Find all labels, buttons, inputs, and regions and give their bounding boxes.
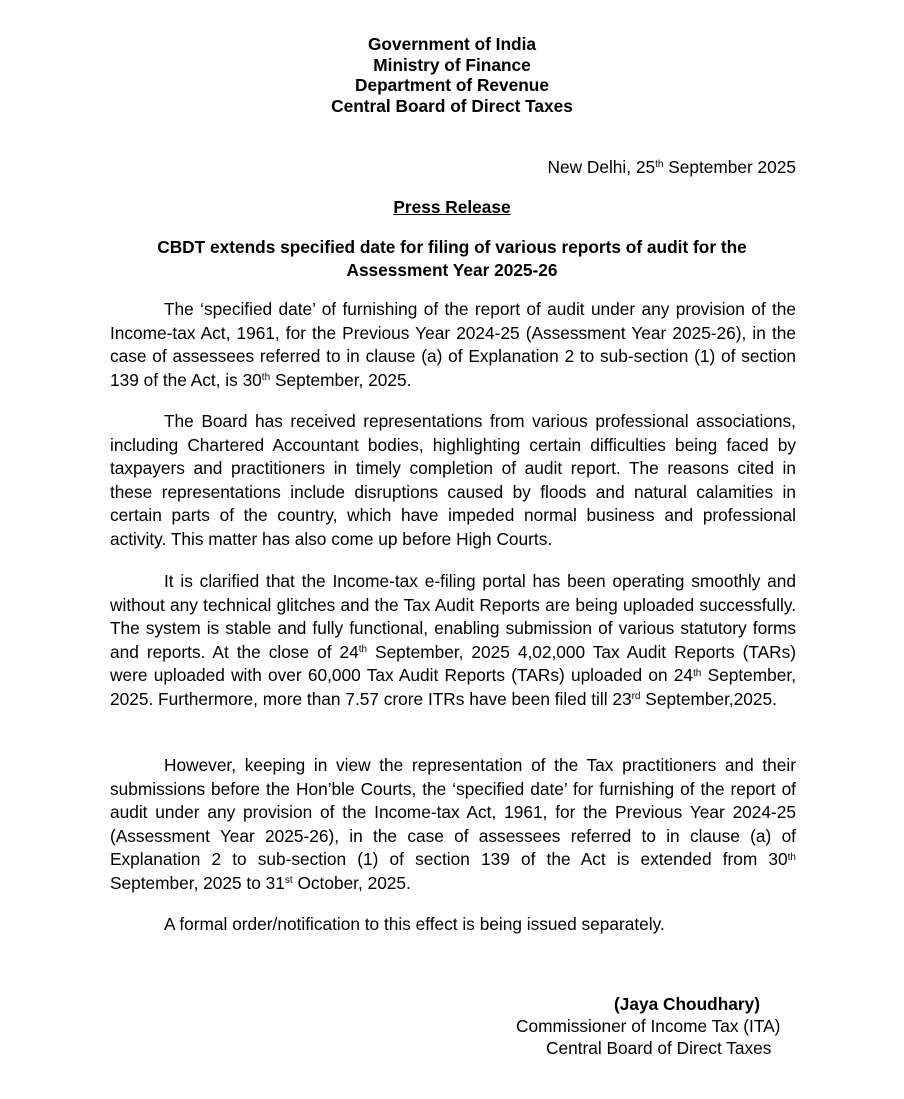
paragraph-3-part-d: September,2025.: [640, 688, 777, 709]
dateline-ordinal: th: [655, 159, 664, 171]
headline-line-1: CBDT extends specified date for filing of various reports of audit for the: [157, 237, 747, 257]
dateline-month-year: September 2025: [663, 157, 796, 177]
paragraph-3-part-a: It is clarified that the Income-tax e-filing portal has been operating smoothly and without any technical glitches and the Tax Audit Reports are being uploaded successfully. The system is stable and fully functional, enabling submission of various statutory forms and reports. At the close of 24: [110, 571, 796, 662]
paragraph-2: [110, 410, 796, 552]
signatory-office: Central Board of Direct Taxes: [546, 1038, 772, 1058]
headline-line-2: Assessment Year 2025-26: [346, 260, 558, 280]
headline: [130, 236, 774, 282]
board-line: Central Board of Direct Taxes: [331, 95, 573, 116]
dateline: [547, 157, 796, 177]
paragraph-4-part-a: However, keeping in view the representation of the Tax practitioners and their submissions before the Hon’ble Courts, the ‘specified date’ for furnishing of the report of audit under any provision of the Income-tax Act, 1961, for the Previous Year 2024-25 (Assessment Year 2025-26), in the case of assessees referred to in clause (a) of Explanation 2 to sub-section (1) of section 139 of the Act is extended from 30: [110, 755, 796, 870]
paragraph-3-part-c: September, 2025. Furthermore, more than 7.57 crore ITRs have been filed till 23: [110, 665, 797, 709]
paragraph-1-ordinal: th: [261, 372, 271, 384]
paragraph-3-ordinal-2: th: [693, 667, 702, 679]
ministry-line: Ministry of Finance: [373, 54, 531, 75]
paragraph-3-ordinal-1: th: [358, 644, 368, 656]
paragraph-4: [110, 754, 796, 896]
paragraph-4-ordinal-2: st: [284, 875, 293, 887]
paragraph-3-part-b: September, 2025 4,02,000 Tax Audit Reports (TARs) were uploaded with over 60,000 Tax Audit Reports (TARs) uploaded on 24: [110, 641, 797, 686]
government-line: Government of India: [367, 34, 537, 54]
paragraph-1: [110, 298, 796, 392]
paragraph-3: [110, 570, 796, 712]
paragraph-3-ordinal-3: rd: [631, 691, 641, 703]
press-release-title: Press Release: [393, 197, 511, 217]
paragraph-5-text: A formal order/notification to this effect is being issued separately.: [164, 914, 665, 934]
letterhead: [0, 34, 904, 116]
paragraph-1-end: September, 2025.: [270, 369, 412, 390]
paragraph-4-part-b: September, 2025 to 31: [110, 872, 285, 893]
department-line: Department of Revenue: [355, 75, 549, 95]
signature-block: [516, 993, 816, 1059]
paragraph-1-text: The ‘specified date’ of furnishing of the report of audit under any provision of the Income-tax Act, 1961, for the Previous Year 2024-25 (Assessment Year 2025-26), in the case of assessees referred to in clause (a) of Explanation 2 to sub-section (1) of section 139 of the Act, is 30: [110, 299, 796, 390]
paragraph-5: [110, 913, 796, 937]
paragraph-2-text: The Board has received representations from various professional associations, including Chartered Accountant bodies, highlighting certain difficulties being faced by taxpayers and practitioners in timely completion of audit report. The reasons cited in these representations include disruptions caused by floods and natural calamities in certain parts of the country, which have impeded normal business and professional activity. This matter has also come up before High Courts.: [110, 411, 796, 549]
paragraph-4-ordinal-1: th: [787, 851, 796, 863]
paragraph-4-part-c: October, 2025.: [292, 872, 411, 893]
dateline-place: New Delhi, 25: [547, 157, 656, 177]
signatory-designation: Commissioner of Income Tax (ITA): [516, 1016, 781, 1036]
signatory-name: (Jaya Choudhary): [614, 994, 760, 1014]
